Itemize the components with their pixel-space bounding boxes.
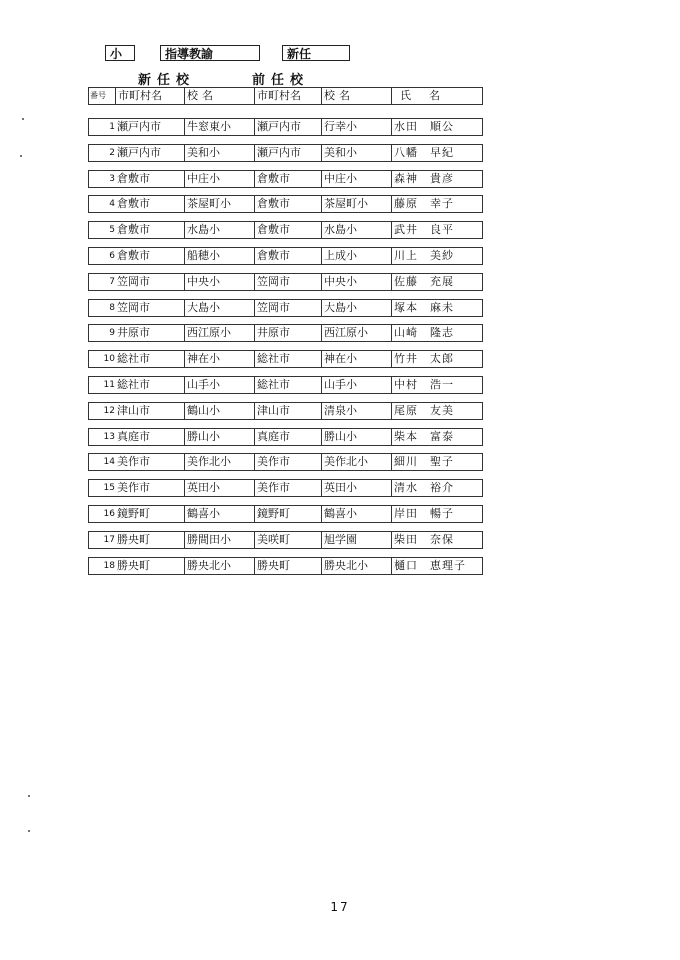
new-city-cell: 瀬戸内市 (115, 118, 185, 136)
new-school-cell: 茶屋町小 (184, 195, 255, 213)
prev-city-cell: 倉敷市 (254, 247, 322, 265)
prev-school-cell: 神在小 (321, 350, 392, 368)
new-city-cell: 勝央町 (115, 557, 185, 575)
prev-school-cell: 美作北小 (321, 453, 392, 471)
name-cell: 森神 貴彦 (391, 170, 483, 188)
name-cell: 柴田 奈保 (391, 531, 483, 549)
row-number: 1 (88, 118, 116, 136)
scan-speck (28, 795, 30, 797)
new-school-cell: 牛窓東小 (184, 118, 255, 136)
new-school-cell: 中庄小 (184, 170, 255, 188)
prev-city-cell: 瀬戸内市 (254, 118, 322, 136)
prev-city-cell: 津山市 (254, 402, 322, 420)
table-row (88, 428, 482, 446)
table-header (88, 87, 482, 105)
prev-school-cell: 勝山小 (321, 428, 392, 446)
new-school-cell: 英田小 (184, 479, 255, 497)
new-city-cell: 井原市 (115, 324, 185, 342)
row-number: 4 (88, 195, 116, 213)
name-cell: 藤原 幸子 (391, 195, 483, 213)
new-school-cell: 鶴喜小 (184, 505, 255, 523)
prev-school-cell: 大島小 (321, 299, 392, 317)
name-cell: 八幡 早紀 (391, 144, 483, 162)
name-cell: 細川 聖子 (391, 453, 483, 471)
table-row (88, 299, 482, 317)
row-number: 18 (88, 557, 116, 575)
position-box: 指導教諭 (160, 45, 260, 61)
header-number: 番号 (88, 87, 116, 105)
prev-school-cell: 西江原小 (321, 324, 392, 342)
school-level-box: 小 (105, 45, 135, 61)
new-city-cell: 倉敷市 (115, 170, 185, 188)
new-city-cell: 笠岡市 (115, 273, 185, 291)
new-school-cell: 神在小 (184, 350, 255, 368)
prev-school-cell: 中央小 (321, 273, 392, 291)
name-cell: 尾原 友美 (391, 402, 483, 420)
row-number: 14 (88, 453, 116, 471)
new-city-cell: 瀬戸内市 (115, 144, 185, 162)
name-cell: 山崎 隆志 (391, 324, 483, 342)
new-city-cell: 笠岡市 (115, 299, 185, 317)
name-cell: 竹井 太郎 (391, 350, 483, 368)
name-cell: 武井 良平 (391, 221, 483, 239)
row-number: 6 (88, 247, 116, 265)
name-cell: 柴本 富泰 (391, 428, 483, 446)
previous-school-group-label: 前任校 (252, 73, 310, 88)
table-row (88, 247, 482, 265)
prev-school-cell: 英田小 (321, 479, 392, 497)
header-name: 氏名 (391, 87, 483, 105)
name-cell: 川上 美紗 (391, 247, 483, 265)
new-school-cell: 鶴山小 (184, 402, 255, 420)
row-number: 7 (88, 273, 116, 291)
new-school-cell: 勝間田小 (184, 531, 255, 549)
table-row (88, 402, 482, 420)
table-row (88, 376, 482, 394)
row-number: 15 (88, 479, 116, 497)
row-number: 8 (88, 299, 116, 317)
table-row (88, 479, 482, 497)
prev-school-cell: 鶴喜小 (321, 505, 392, 523)
row-number: 10 (88, 350, 116, 368)
new-school-cell: 大島小 (184, 299, 255, 317)
table-row (88, 531, 482, 549)
prev-city-cell: 総社市 (254, 350, 322, 368)
table-row (88, 273, 482, 291)
header-new-school: 校名 (184, 87, 255, 105)
prev-school-cell: 茶屋町小 (321, 195, 392, 213)
prev-city-cell: 真庭市 (254, 428, 322, 446)
name-cell: 佐藤 充展 (391, 273, 483, 291)
name-cell: 清水 裕介 (391, 479, 483, 497)
prev-city-cell: 瀬戸内市 (254, 144, 322, 162)
new-school-cell: 勝央北小 (184, 557, 255, 575)
scan-speck (28, 830, 30, 832)
prev-school-cell: 行幸小 (321, 118, 392, 136)
prev-city-cell: 美作市 (254, 479, 322, 497)
prev-city-cell: 笠岡市 (254, 299, 322, 317)
prev-school-cell: 勝央北小 (321, 557, 392, 575)
new-school-cell: 中央小 (184, 273, 255, 291)
new-city-cell: 勝央町 (115, 531, 185, 549)
table-row (88, 557, 482, 575)
table-row (88, 453, 482, 471)
scan-speck (22, 118, 24, 120)
prev-city-cell: 美咲町 (254, 531, 322, 549)
row-number: 5 (88, 221, 116, 239)
row-number: 13 (88, 428, 116, 446)
row-number: 17 (88, 531, 116, 549)
name-cell: 塚本 麻未 (391, 299, 483, 317)
page-number: 17 (330, 900, 350, 914)
header-prev-city: 市町村名 (254, 87, 322, 105)
prev-city-cell: 鏡野町 (254, 505, 322, 523)
row-number: 3 (88, 170, 116, 188)
name-cell: 樋口 恵理子 (391, 557, 483, 575)
name-cell: 中村 浩一 (391, 376, 483, 394)
table-row (88, 144, 482, 162)
status-box: 新任 (282, 45, 350, 61)
new-city-cell: 鏡野町 (115, 505, 185, 523)
new-city-cell: 美作市 (115, 453, 185, 471)
name-cell: 岸田 暢子 (391, 505, 483, 523)
new-school-cell: 水島小 (184, 221, 255, 239)
prev-city-cell: 総社市 (254, 376, 322, 394)
prev-school-cell: 中庄小 (321, 170, 392, 188)
new-city-cell: 美作市 (115, 479, 185, 497)
prev-city-cell: 笠岡市 (254, 273, 322, 291)
new-city-cell: 総社市 (115, 376, 185, 394)
prev-school-cell: 清泉小 (321, 402, 392, 420)
prev-school-cell: 旭学園 (321, 531, 392, 549)
new-school-group-label: 新任校 (138, 73, 196, 88)
new-school-cell: 美作北小 (184, 453, 255, 471)
prev-city-cell: 倉敷市 (254, 170, 322, 188)
prev-school-cell: 上成小 (321, 247, 392, 265)
header-new-city: 市町村名 (115, 87, 185, 105)
name-cell: 水田 順公 (391, 118, 483, 136)
prev-city-cell: 倉敷市 (254, 221, 322, 239)
new-school-cell: 山手小 (184, 376, 255, 394)
new-city-cell: 真庭市 (115, 428, 185, 446)
table-row (88, 195, 482, 213)
row-number: 16 (88, 505, 116, 523)
new-school-cell: 勝山小 (184, 428, 255, 446)
header-prev-school: 校名 (321, 87, 392, 105)
table-row (88, 118, 482, 136)
prev-city-cell: 勝央町 (254, 557, 322, 575)
scan-speck (20, 155, 22, 157)
prev-school-cell: 山手小 (321, 376, 392, 394)
new-school-cell: 船穂小 (184, 247, 255, 265)
new-school-cell: 美和小 (184, 144, 255, 162)
new-city-cell: 津山市 (115, 402, 185, 420)
new-city-cell: 倉敷市 (115, 195, 185, 213)
prev-city-cell: 井原市 (254, 324, 322, 342)
new-city-cell: 倉敷市 (115, 221, 185, 239)
table-row (88, 170, 482, 188)
new-city-cell: 総社市 (115, 350, 185, 368)
table-row (88, 350, 482, 368)
new-school-cell: 西江原小 (184, 324, 255, 342)
prev-school-cell: 美和小 (321, 144, 392, 162)
row-number: 9 (88, 324, 116, 342)
table-row (88, 221, 482, 239)
prev-city-cell: 倉敷市 (254, 195, 322, 213)
table-row (88, 505, 482, 523)
prev-school-cell: 水島小 (321, 221, 392, 239)
table-row (88, 324, 482, 342)
new-city-cell: 倉敷市 (115, 247, 185, 265)
row-number: 2 (88, 144, 116, 162)
prev-city-cell: 美作市 (254, 453, 322, 471)
row-number: 12 (88, 402, 116, 420)
row-number: 11 (88, 376, 116, 394)
